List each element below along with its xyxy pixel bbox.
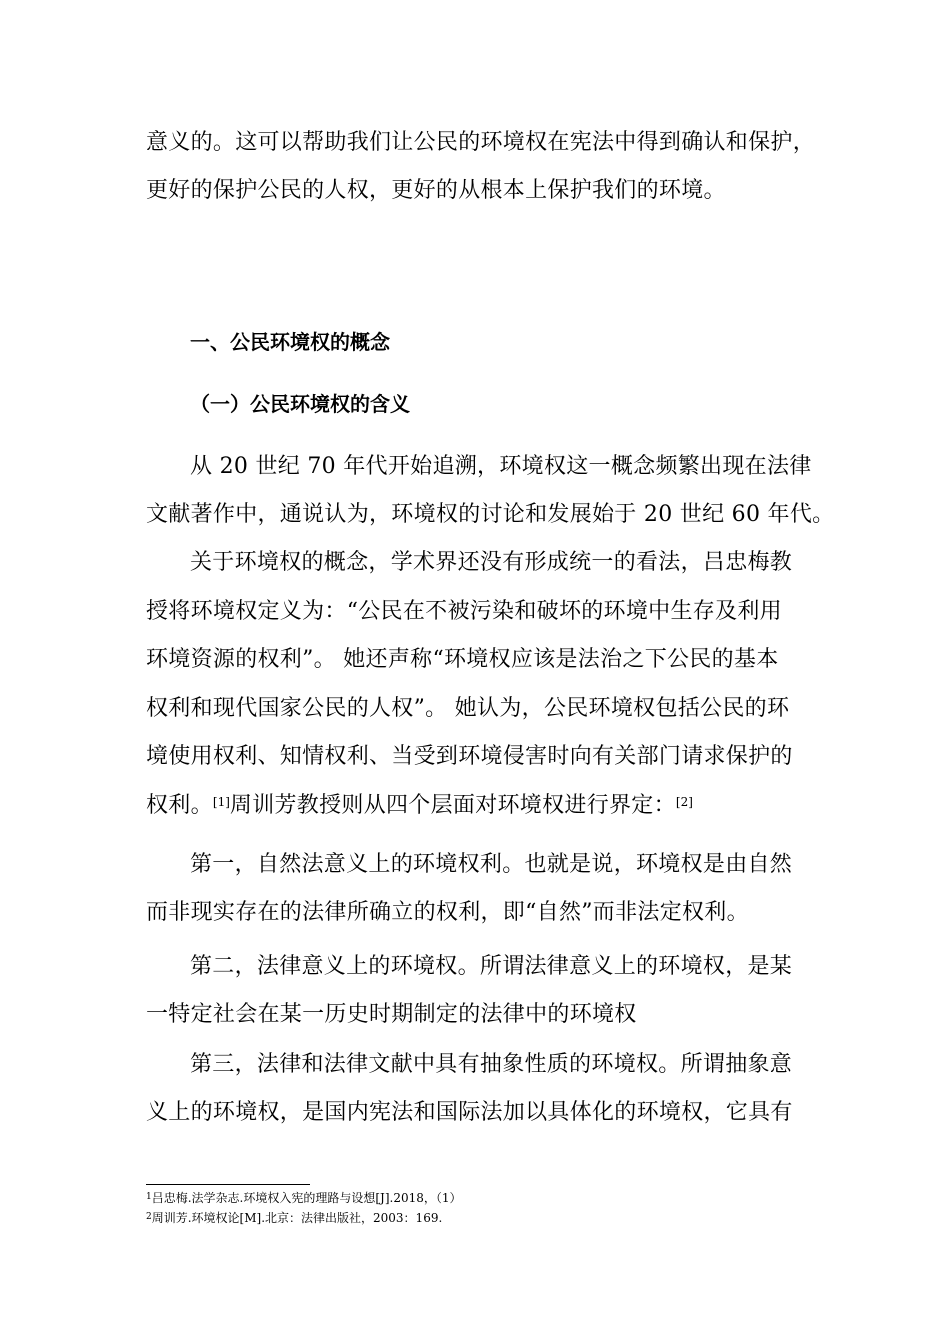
footnote-text: 周训芳.环境权论[M].北京：法律出版社，2003：169. xyxy=(151,1211,443,1225)
paragraph-line: 义上的环境权，是国内宪法和国际法加以具体化的环境权，它具有 xyxy=(146,1100,793,1125)
paragraph-line: 第二，法律意义上的环境权。所谓法律意义上的环境权，是某 xyxy=(190,954,793,979)
subsection-heading: （一）公民环境权的含义 xyxy=(190,392,410,416)
footnote-mark: 2 xyxy=(146,1212,152,1222)
paragraph-line: 环境资源的权利”。 她还声称“环境权应该是法治之下公民的基本 xyxy=(146,647,779,672)
paragraph-text: 权利。 xyxy=(146,793,213,818)
footnote-mark: 1 xyxy=(146,1192,152,1202)
paragraph-line: 境使用权利、知情权利、当受到环境侵害时向有关部门请求保护的 xyxy=(146,744,793,769)
paragraph-line: 第三，法律和法律文献中具有抽象性质的环境权。所谓抽象意 xyxy=(190,1052,793,1077)
body-text-line: 意义的。这可以帮助我们让公民的环境权在宪法中得到确认和保护， xyxy=(146,130,816,155)
footnote-text: 吕忠梅.法学杂志.环境权入宪的理路与设想[J].2018，（1） xyxy=(151,1191,462,1205)
paragraph-line: 文献著作中，通说认为，环境权的讨论和发展始于 20 世纪 60 年代。 xyxy=(146,502,835,527)
footnote-1 xyxy=(146,1190,462,1208)
paragraph-line: 授将环境权定义为：“公民在不被污染和破坏的环境中生存及利用 xyxy=(146,599,782,624)
paragraph-line: 从 20 世纪 70 年代开始追溯，环境权这一概念频繁出现在法律 xyxy=(190,454,812,479)
citation-ref-1[interactable]: [1] xyxy=(212,795,230,809)
footnote-divider xyxy=(146,1184,310,1185)
section-heading: 一、公民环境权的概念 xyxy=(190,330,390,354)
paragraph-line: 一特定社会在某一历史时期制定的法律中的环境权 xyxy=(146,1002,637,1027)
footnote-2 xyxy=(146,1210,442,1228)
paragraph-line: 而非现实存在的法律所确立的权利，即“自然”而非法定权利。 xyxy=(146,900,749,925)
body-text-line: 更好的保护公民的人权，更好的从根本上保护我们的环境。 xyxy=(146,178,726,203)
paragraph-text: 周训芳教授则从四个层面对环境权进行界定： xyxy=(229,793,676,818)
citation-ref-2[interactable]: [2] xyxy=(675,795,693,809)
paragraph-line xyxy=(146,791,816,821)
paragraph-line: 权利和现代国家公民的人权”。 她认为，公民环境权包括公民的环 xyxy=(146,696,790,721)
paragraph-line: 第一，自然法意义上的环境权利。也就是说，环境权是由自然 xyxy=(190,852,793,877)
paragraph-line: 关于环境权的概念，学术界还没有形成统一的看法，吕忠梅教 xyxy=(190,550,793,575)
